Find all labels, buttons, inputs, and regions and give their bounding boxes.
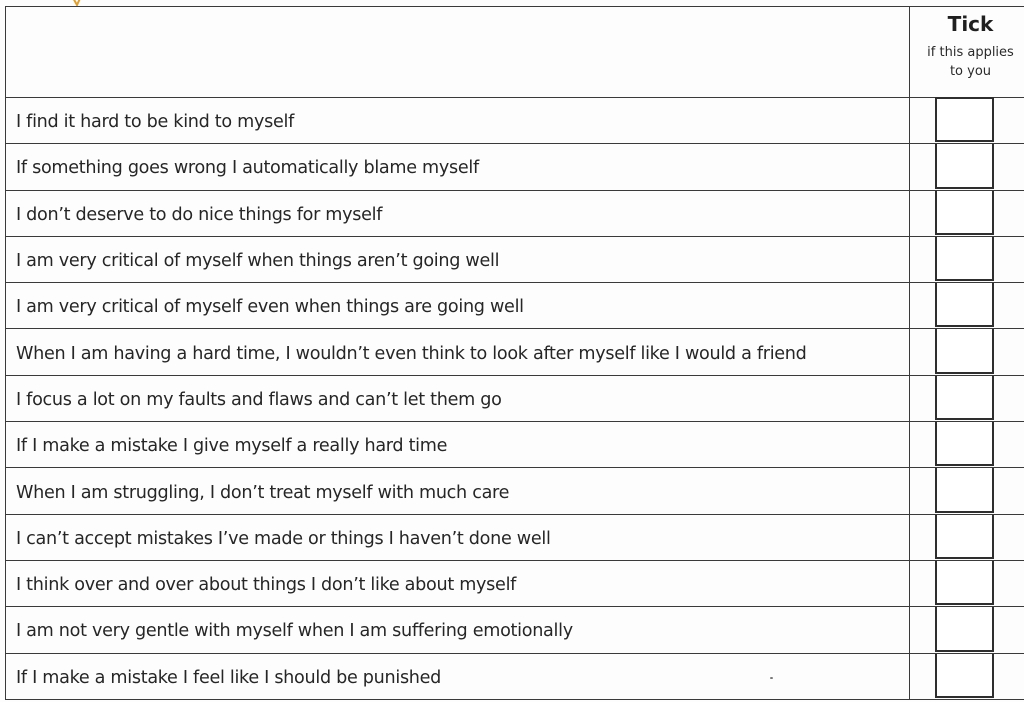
tick-subtitle-line-2: to you bbox=[949, 64, 992, 79]
checklist-items bbox=[6, 98, 1024, 700]
statement-cell bbox=[6, 190, 910, 236]
tick-checkbox[interactable] bbox=[935, 283, 994, 327]
checklist-row bbox=[6, 514, 1024, 560]
tick-checkbox[interactable] bbox=[935, 97, 994, 142]
paper-speck bbox=[770, 677, 773, 679]
statement-text: I don’t deserve to do nice things for myself bbox=[16, 204, 383, 225]
tick-cell bbox=[910, 653, 1024, 699]
tick-subtitle-line-1: if this applies bbox=[927, 45, 1014, 60]
tick-cell bbox=[910, 144, 1024, 190]
tick-cell bbox=[910, 283, 1024, 329]
header-tick-cell bbox=[910, 7, 1024, 98]
checklist-row bbox=[6, 468, 1024, 514]
statement-cell bbox=[6, 468, 910, 514]
checklist-row bbox=[6, 236, 1024, 282]
tick-checkbox[interactable] bbox=[935, 515, 994, 559]
checklist-row bbox=[6, 653, 1024, 699]
tick-checkbox[interactable] bbox=[935, 329, 994, 373]
checklist-row bbox=[6, 422, 1024, 468]
statement-cell bbox=[6, 514, 910, 560]
tick-column-title: Tick bbox=[947, 12, 994, 36]
statement-text: I find it hard to be kind to myself bbox=[16, 112, 294, 133]
statement-text: I think over and over about things I don’t like about myself bbox=[16, 575, 517, 596]
tick-checkbox[interactable] bbox=[935, 237, 994, 281]
statement-cell bbox=[6, 144, 910, 190]
tick-checkbox[interactable] bbox=[935, 191, 994, 235]
tick-cell bbox=[910, 98, 1024, 144]
header-statement-cell bbox=[6, 7, 910, 98]
tick-cell bbox=[910, 607, 1024, 653]
statement-cell bbox=[6, 236, 910, 282]
statement-text: If I make a mistake I feel like I should be punished bbox=[16, 667, 442, 688]
checklist-row bbox=[6, 190, 1024, 236]
tick-checkbox[interactable] bbox=[935, 654, 994, 698]
statement-text: When I am having a hard time, I wouldn’t even think to look after myself like I would a friend bbox=[16, 343, 807, 364]
statement-cell bbox=[6, 653, 910, 699]
statement-text: I am very critical of myself when things aren’t going well bbox=[16, 251, 500, 272]
tick-checkbox[interactable] bbox=[935, 561, 994, 605]
tick-cell bbox=[910, 468, 1024, 514]
checklist-row bbox=[6, 560, 1024, 606]
tick-checkbox[interactable] bbox=[935, 144, 994, 188]
statement-cell bbox=[6, 329, 910, 375]
tick-cell bbox=[910, 375, 1024, 421]
self-compassion-checklist bbox=[5, 6, 1024, 700]
checklist-row bbox=[6, 329, 1024, 375]
checklist-row bbox=[6, 607, 1024, 653]
tick-checkbox[interactable] bbox=[935, 468, 994, 512]
header-row bbox=[6, 7, 1024, 98]
checklist-row bbox=[6, 144, 1024, 190]
tick-cell bbox=[910, 236, 1024, 282]
statement-text: If something goes wrong I automatically blame myself bbox=[16, 158, 479, 179]
statement-text: I am very critical of myself even when things are going well bbox=[16, 297, 524, 318]
statement-text: I focus a lot on my faults and flaws and can’t let them go bbox=[16, 389, 502, 410]
statement-text: When I am struggling, I don’t treat myself with much care bbox=[16, 482, 510, 503]
tick-cell bbox=[910, 422, 1024, 468]
tick-checkbox[interactable] bbox=[935, 422, 994, 466]
checklist-row bbox=[6, 283, 1024, 329]
statement-cell bbox=[6, 422, 910, 468]
checklist-row bbox=[6, 98, 1024, 144]
statement-text: I am not very gentle with myself when I am suffering emotionally bbox=[16, 621, 573, 642]
tick-cell bbox=[910, 329, 1024, 375]
tick-cell bbox=[910, 190, 1024, 236]
statement-cell bbox=[6, 560, 910, 606]
checklist-row bbox=[6, 375, 1024, 421]
tick-checkbox[interactable] bbox=[935, 607, 994, 651]
tick-checkbox[interactable] bbox=[935, 376, 994, 420]
tick-cell bbox=[910, 514, 1024, 560]
tick-cell bbox=[910, 560, 1024, 606]
statement-cell bbox=[6, 283, 910, 329]
statement-cell bbox=[6, 98, 910, 144]
tick-column-subtitle bbox=[906, 43, 1024, 81]
statement-cell bbox=[6, 607, 910, 653]
statement-text: I can’t accept mistakes I’ve made or things I haven’t done well bbox=[16, 528, 551, 549]
statement-cell bbox=[6, 375, 910, 421]
statement-text: If I make a mistake I give myself a really hard time bbox=[16, 436, 448, 457]
